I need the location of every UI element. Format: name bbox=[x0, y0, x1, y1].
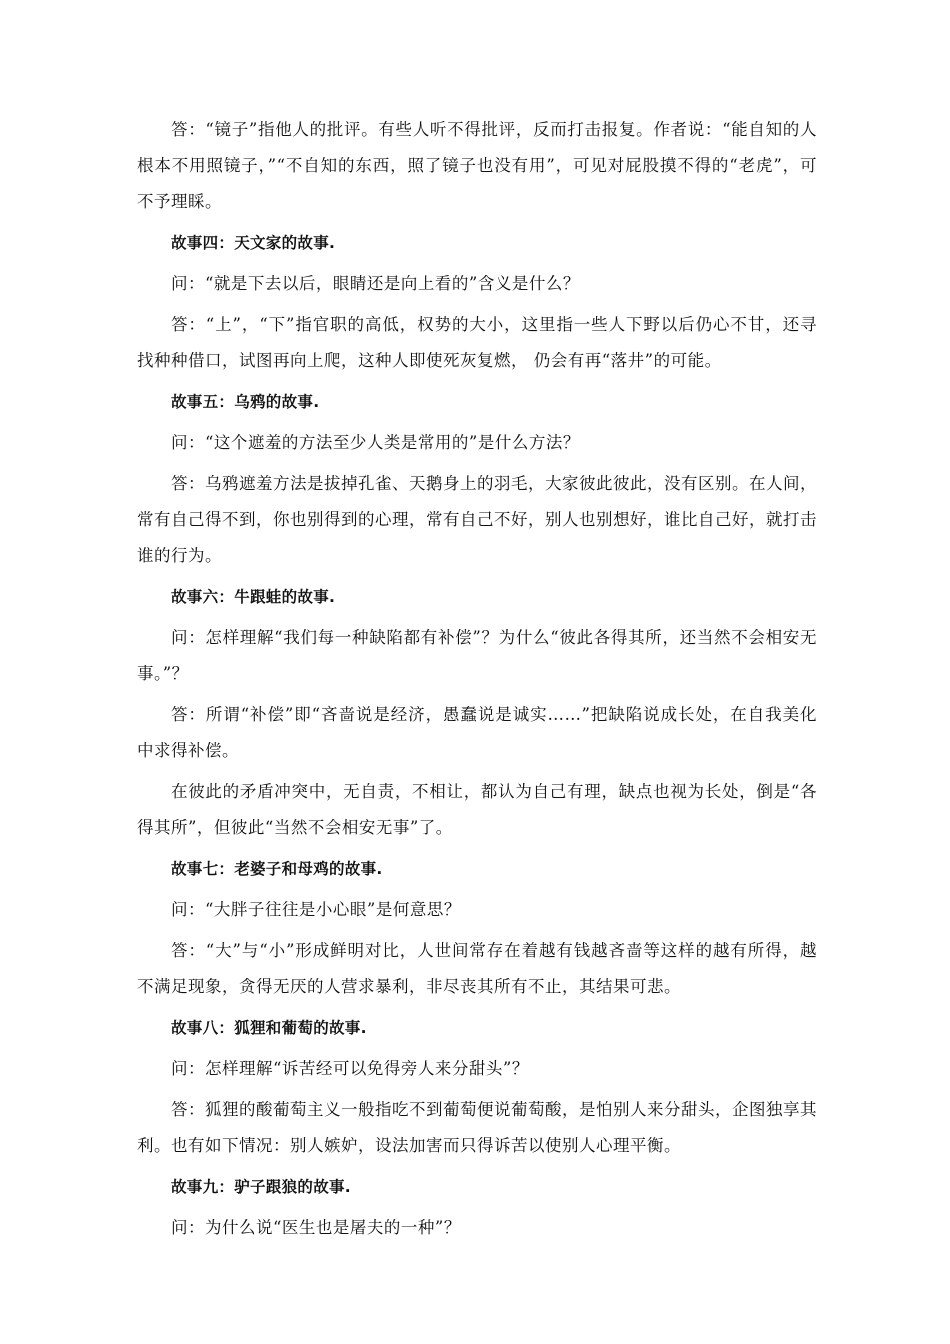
document-page bbox=[137, 112, 817, 1251]
answer-paragraph-crow: 答：乌鸦遮羞方法是拔掉孔雀、天鹅身上的羽毛，大家彼此彼此，没有区别。在人间，常有自己得不到，你也别得到的心理，常有自己不好，别人也别想好，谁比自己好，就打击谁的行为。 bbox=[137, 474, 817, 565]
story-nine-heading: 故事九：驴子跟狼的故事. bbox=[171, 1178, 351, 1196]
question-paragraph-donkey-wolf: 问：为什么说“医生也是屠夫的一种”？ bbox=[171, 1218, 461, 1237]
answer-paragraph-fox: 答：狐狸的酸葡萄主义一般指吃不到葡萄便说葡萄酸，是怕别人来分甜头，企图独享其利。也有如下情况：别人嫉妒，设法加害而只得诉苦以使别人心理平衡。 bbox=[137, 1100, 817, 1155]
question-paragraph-astronomer: 问：“就是下去以后，眼睛还是向上看的”含义是什么？ bbox=[171, 274, 580, 293]
answer-paragraph-mirror: 答：“镜子”指他人的批评。有些人听不得批评，反而打击报复。作者说：“能自知的人根本不用照镜子，”“不自知的东西，照了镜子也没有用”，可见对屁股摸不得的“老虎”，可不予理睬。 bbox=[137, 120, 817, 211]
question-paragraph-crow: 问：“这个遮羞的方法至少人类是常用的”是什么方法？ bbox=[171, 433, 580, 452]
answer-paragraph-ox-frog: 答：所谓“补偿”即“吝啬说是经济，愚蠢说是诚实……”把缺陷说成长处，在自我美化中求得补偿。 bbox=[137, 705, 817, 760]
question-paragraph-hen: 问：“大胖子往往是小心眼”是何意思？ bbox=[171, 900, 461, 919]
story-seven-heading: 故事七：老婆子和母鸡的故事. bbox=[171, 860, 383, 878]
story-five-heading: 故事五：乌鸦的故事. bbox=[171, 393, 320, 411]
story-four-heading: 故事四：天文家的故事. bbox=[171, 234, 336, 252]
story-eight-heading: 故事八：狐狸和葡萄的故事. bbox=[171, 1019, 367, 1037]
answer-paragraph-ox-frog-continued: 在彼此的矛盾冲突中，无自责，不相让，都认为自己有理，缺点也视为长处，倒是“各得其所”，但彼此“当然不会相安无事”了。 bbox=[137, 782, 817, 837]
question-paragraph-fox: 问：怎样理解“诉苦经可以免得旁人来分甜头”？ bbox=[171, 1059, 529, 1078]
answer-paragraph-astronomer: 答：“上”，“下”指官职的高低，权势的大小，这里指一些人下野以后仍心不甘，还寻找种种借口，试图再向上爬，这种人即使死灰复燃， 仍会有再“落井”的可能。 bbox=[137, 315, 817, 370]
question-paragraph-ox-frog: 问：怎样理解“我们每一种缺陷都有补偿”？为什么“彼此各得其所，还当然不会相安无事。”？ bbox=[137, 628, 817, 683]
answer-paragraph-hen: 答：“大”与“小”形成鲜明对比，人世间常存在着越有钱越吝啬等这样的越有所得，越不满足现象，贪得无厌的人营求暴利，非尽丧其所有不止，其结果可悲。 bbox=[137, 941, 817, 996]
story-six-heading: 故事六：牛跟蛙的故事. bbox=[171, 588, 336, 606]
